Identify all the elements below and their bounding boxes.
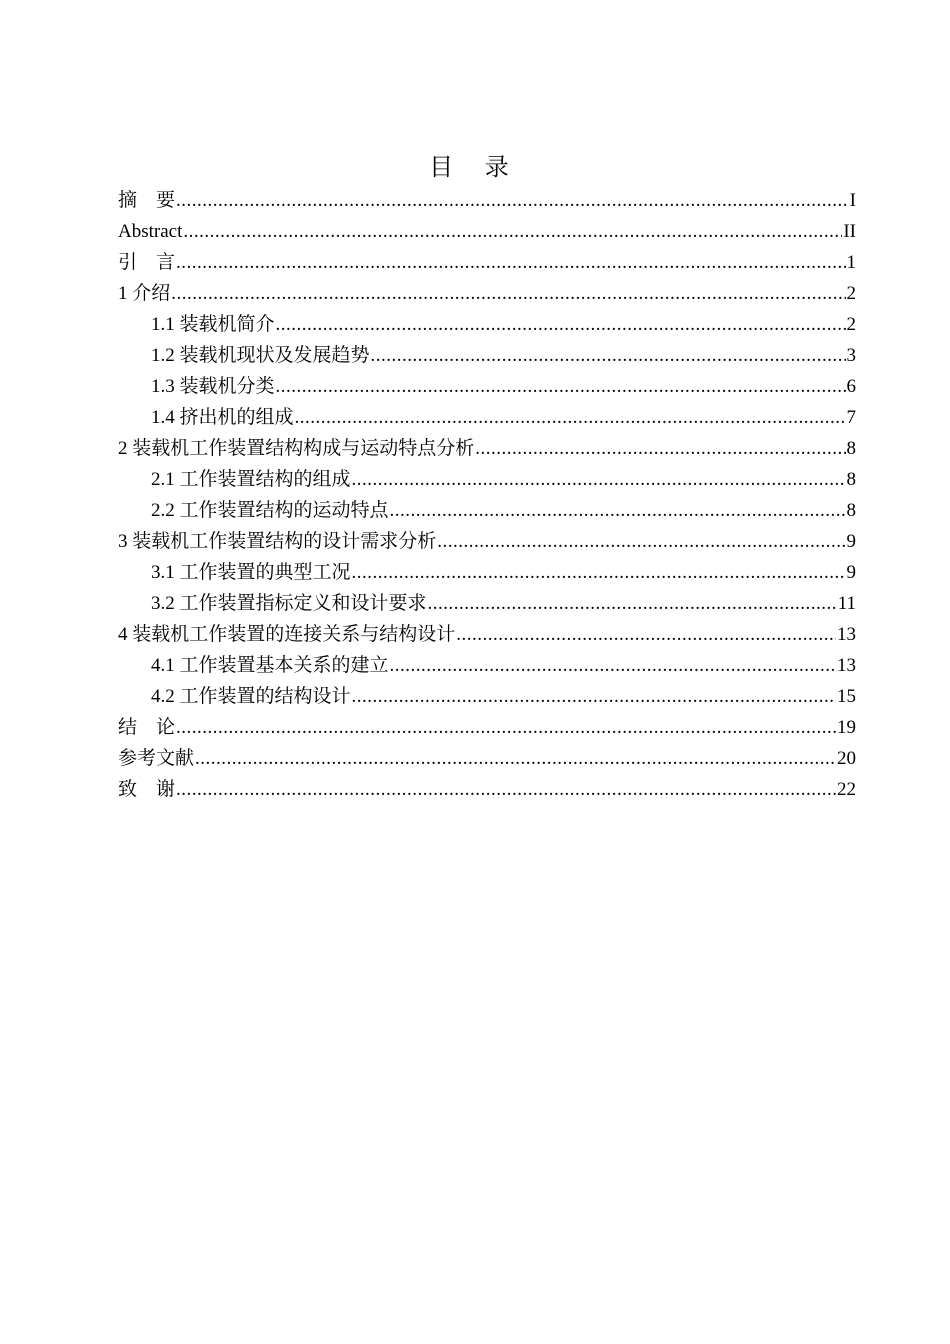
toc-dot-leader bbox=[276, 309, 846, 340]
toc-subentry[interactable] bbox=[118, 557, 856, 588]
toc-entry-label: 2.1 工作装置结构的组成 bbox=[151, 469, 351, 490]
toc-entry-page: 9 bbox=[846, 562, 856, 583]
toc-entry[interactable] bbox=[118, 278, 856, 309]
toc-entry-label: 4 装载机工作装置的连接关系与结构设计 bbox=[118, 624, 456, 645]
toc-dot-leader bbox=[183, 216, 842, 247]
toc-dot-leader bbox=[352, 557, 846, 588]
toc-subentry[interactable] bbox=[118, 681, 856, 712]
toc-entry[interactable] bbox=[118, 526, 856, 557]
toc-subentry[interactable] bbox=[118, 340, 856, 371]
toc-dot-leader bbox=[437, 526, 845, 557]
toc-entry-page: 8 bbox=[846, 469, 856, 490]
toc-entry-label: 参考文献 bbox=[118, 748, 195, 769]
toc-dot-leader bbox=[456, 619, 836, 650]
toc-subentry[interactable] bbox=[118, 371, 856, 402]
toc-entry-label: 3.2 工作装置指标定义和设计要求 bbox=[151, 593, 427, 614]
toc-entry-label: 4.1 工作装置基本关系的建立 bbox=[151, 655, 389, 676]
toc-entry[interactable] bbox=[118, 743, 856, 774]
toc-entry-label: 3 装载机工作装置结构的设计需求分析 bbox=[118, 531, 437, 552]
toc-entry-page: 2 bbox=[846, 314, 856, 335]
toc-entry-label: Abstract bbox=[118, 221, 183, 242]
toc-subentry[interactable] bbox=[118, 464, 856, 495]
toc-entry[interactable] bbox=[118, 619, 856, 650]
toc-entry-page: 22 bbox=[837, 779, 856, 800]
toc-subentry[interactable] bbox=[118, 650, 856, 681]
toc-entry-page: 20 bbox=[837, 748, 856, 769]
toc-entry-label: 1.4 挤出机的组成 bbox=[151, 407, 294, 428]
toc-list bbox=[118, 185, 856, 805]
toc-entry-page: 3 bbox=[846, 345, 856, 366]
toc-dot-leader bbox=[176, 774, 836, 805]
toc-title: 目 录 bbox=[429, 153, 521, 181]
toc-entry-page: 8 bbox=[846, 438, 856, 459]
toc-entry-page: 2 bbox=[846, 283, 856, 304]
toc-dot-leader bbox=[195, 743, 836, 774]
toc-entry-label: 致 谢 bbox=[118, 779, 176, 800]
toc-entry-page: 6 bbox=[846, 376, 856, 397]
toc-subentry[interactable] bbox=[118, 588, 856, 619]
toc-entry[interactable] bbox=[118, 712, 856, 743]
toc-subentry[interactable] bbox=[118, 309, 856, 340]
toc-entry-label: 结 论 bbox=[118, 717, 176, 738]
toc-dot-leader bbox=[371, 340, 846, 371]
toc-subentry[interactable] bbox=[118, 402, 856, 433]
toc-entry-page: I bbox=[849, 190, 856, 211]
toc-dot-leader bbox=[176, 247, 845, 278]
toc-entry-page: 15 bbox=[837, 686, 856, 707]
toc-subentry[interactable] bbox=[118, 495, 856, 526]
toc-dot-leader bbox=[176, 185, 849, 216]
toc-entry[interactable] bbox=[118, 774, 856, 805]
toc-dot-leader bbox=[390, 650, 836, 681]
toc-entry[interactable] bbox=[118, 216, 856, 247]
toc-dot-leader bbox=[171, 278, 845, 309]
toc-dot-leader bbox=[352, 681, 836, 712]
toc-entry[interactable] bbox=[118, 433, 856, 464]
toc-entry-label: 1.3 装载机分类 bbox=[151, 376, 275, 397]
toc-entry-label: 2.2 工作装置结构的运动特点 bbox=[151, 500, 389, 521]
toc-dot-leader bbox=[352, 464, 846, 495]
toc-entry-label: 摘 要 bbox=[118, 190, 176, 211]
toc-entry-page: 7 bbox=[846, 407, 856, 428]
toc-entry-label: 4.2 工作装置的结构设计 bbox=[151, 686, 351, 707]
toc-entry[interactable] bbox=[118, 185, 856, 216]
toc-dot-leader bbox=[176, 712, 836, 743]
toc-entry-label: 1.2 装载机现状及发展趋势 bbox=[151, 345, 370, 366]
toc-dot-leader bbox=[390, 495, 846, 526]
toc-entry-page: 9 bbox=[846, 531, 856, 552]
toc-entry-label: 引 言 bbox=[118, 252, 176, 273]
toc-entry-page: 13 bbox=[837, 624, 856, 645]
toc-entry[interactable] bbox=[118, 247, 856, 278]
toc-entry-page: 11 bbox=[837, 593, 856, 614]
toc-entry-page: 13 bbox=[837, 655, 856, 676]
toc-dot-leader bbox=[428, 588, 837, 619]
toc-entry-page: 19 bbox=[837, 717, 856, 738]
toc-entry-label: 1.1 装载机简介 bbox=[151, 314, 275, 335]
toc-entry-label: 2 装载机工作装置结构构成与运动特点分析 bbox=[118, 438, 475, 459]
toc-dot-leader bbox=[276, 371, 846, 402]
toc-entry-label: 1 介绍 bbox=[118, 283, 171, 304]
toc-entry-page: II bbox=[843, 221, 856, 242]
toc-entry-label: 3.1 工作装置的典型工况 bbox=[151, 562, 351, 583]
toc-entry-page: 8 bbox=[846, 500, 856, 521]
toc-dot-leader bbox=[475, 433, 845, 464]
toc-dot-leader bbox=[295, 402, 846, 433]
toc-entry-page: 1 bbox=[846, 252, 856, 273]
